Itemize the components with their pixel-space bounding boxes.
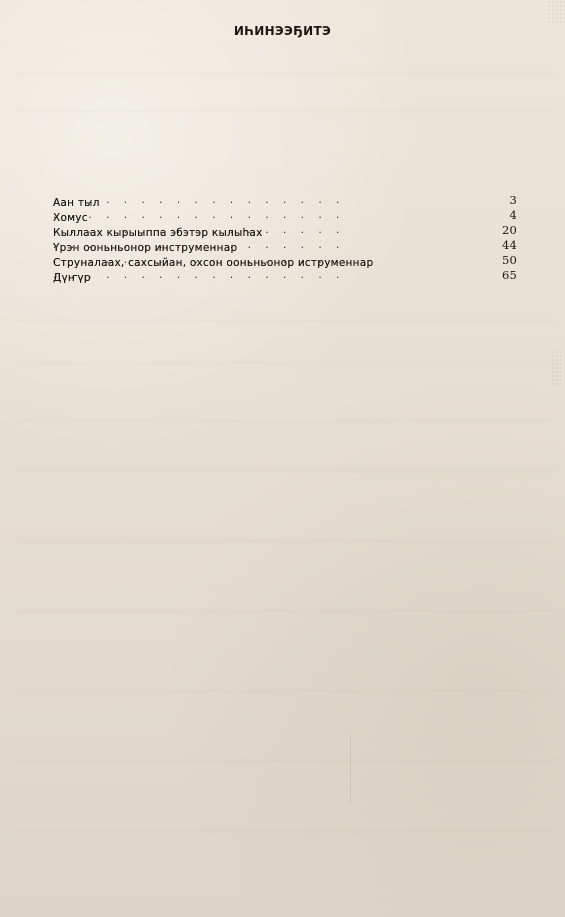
table-of-contents [53,193,517,283]
page-crease [350,735,351,805]
page-texture-line [16,362,555,364]
toc-row [53,238,517,253]
page-texture-line [16,610,555,612]
page-texture-line [16,690,555,692]
toc-row [53,268,517,283]
toc-entry-label: Аан тыл [53,197,100,208]
toc-row [53,208,517,223]
toc-entry [53,193,489,208]
toc-page-number: 4 [509,208,517,222]
page-texture-line [16,72,555,74]
toc-page-number: 44 [501,238,517,252]
toc-entry [53,223,489,238]
toc-page-number: 20 [501,223,517,237]
toc-entry-label: Струналаах, сахсыйан, охсон ооньньонор иструменнар [53,257,374,268]
toc-page-number: 50 [501,253,517,267]
page-title: ИҺИНЭЭҔИТЭ [233,24,332,38]
page-texture-line [16,470,555,472]
page-texture-line [16,830,555,832]
page-texture-line [16,760,555,762]
page-texture-line [16,420,555,422]
toc-entry [53,238,489,253]
toc-entry-label: Үрэн ооньньонор инструменнар [53,242,238,253]
page-texture-line [16,540,555,542]
toc-entry [53,208,489,223]
page-texture-line [16,110,555,112]
toc-page-number: 65 [501,268,517,282]
toc-entry-label: Дүҥүр [53,272,91,283]
page-noise-icon [547,0,565,24]
toc-entry-label: Хомус [53,212,88,223]
toc-row [53,223,517,238]
page-noise-icon [551,350,561,386]
toc-page-number: 3 [509,193,517,207]
page-texture-line [16,320,555,322]
toc-entry-label: Кыллаах кырыыппа эбэтэр кылыһах [53,227,263,238]
toc-row [53,193,517,208]
toc-row [53,253,517,268]
toc-entry [53,253,489,268]
toc-entry [53,268,489,283]
